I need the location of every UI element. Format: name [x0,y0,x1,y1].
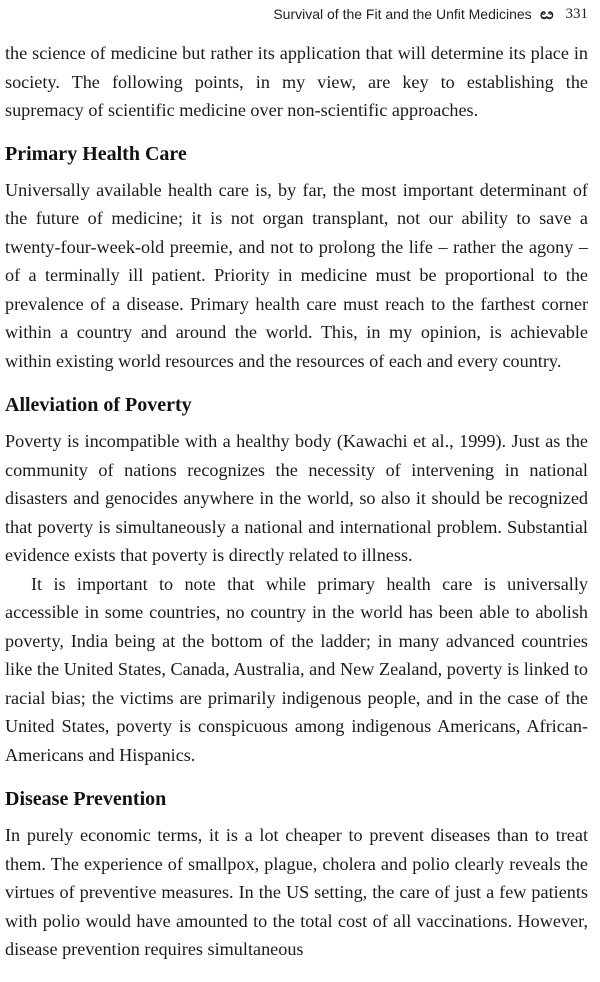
ornament-icon: ೞ [539,5,554,23]
running-head-title: Survival of the Fit and the Unfit Medicines [273,6,532,22]
heading-primary-health-care: Primary Health Care [5,142,187,165]
paragraph-primary-health-care: Universally available health care is, by far, the most important determinant of the future of medicine; it is not organ transplant, not our ability to save a twenty-four-week-old preemie, and not to prolong the life – rather the agony – of a terminally ill patient. Priority in medicine must be proportional to the prevalence of a disease. Primary health care must reach to the farthest corner within a country and around the world. This, in my opinion, is achievable within existing world resources and the resources of each and every country. [5,179,588,371]
paragraph-intro: the science of medicine but rather its application that will determine its place in society. The following points, in my view, are key to establishing the supremacy of scientific medicine over non-scientific approaches. [5,43,588,120]
running-head [12,2,588,26]
page-number: 331 [565,5,588,22]
body-text [5,39,588,964]
heading-disease-prevention: Disease Prevention [5,788,167,810]
paragraph-disease-prevention: In purely economic terms, it is a lot cheaper to prevent diseases than to treat them. The experience of smallpox, plague, cholera and polio clearly reveals the virtues of preventive measures. In the US setting, the care of just a few patients with polio would have amounted to the total cost of all vaccinations. However, disease prevention requires simultaneous [5,825,588,959]
paragraph-poverty-2: It is important to note that while primary health care is universally accessible in some countries, no country in the world has been able to abolish poverty, India being at the bottom of the ladder; in many advanced countries like the United States, Canada, Australia, and New Zealand, poverty is linked to racial bias; the victims are primarily indigenous people, and in the case of the United States, poverty is conspicuous among indigenous Americans, African-Americans and Hispanics. [5,573,588,765]
heading-alleviation-of-poverty: Alleviation of Poverty [5,394,192,416]
paragraph-poverty-1: Poverty is incompatible with a healthy body (Kawachi et al., 1999). Just as the community of nations recognizes the necessity of intervening in national disasters and genocides anywhere in the world, so also it should be recognized that poverty is simultaneously a national and international problem. Substantial evidence exists that poverty is directly related to illness. [5,431,588,565]
